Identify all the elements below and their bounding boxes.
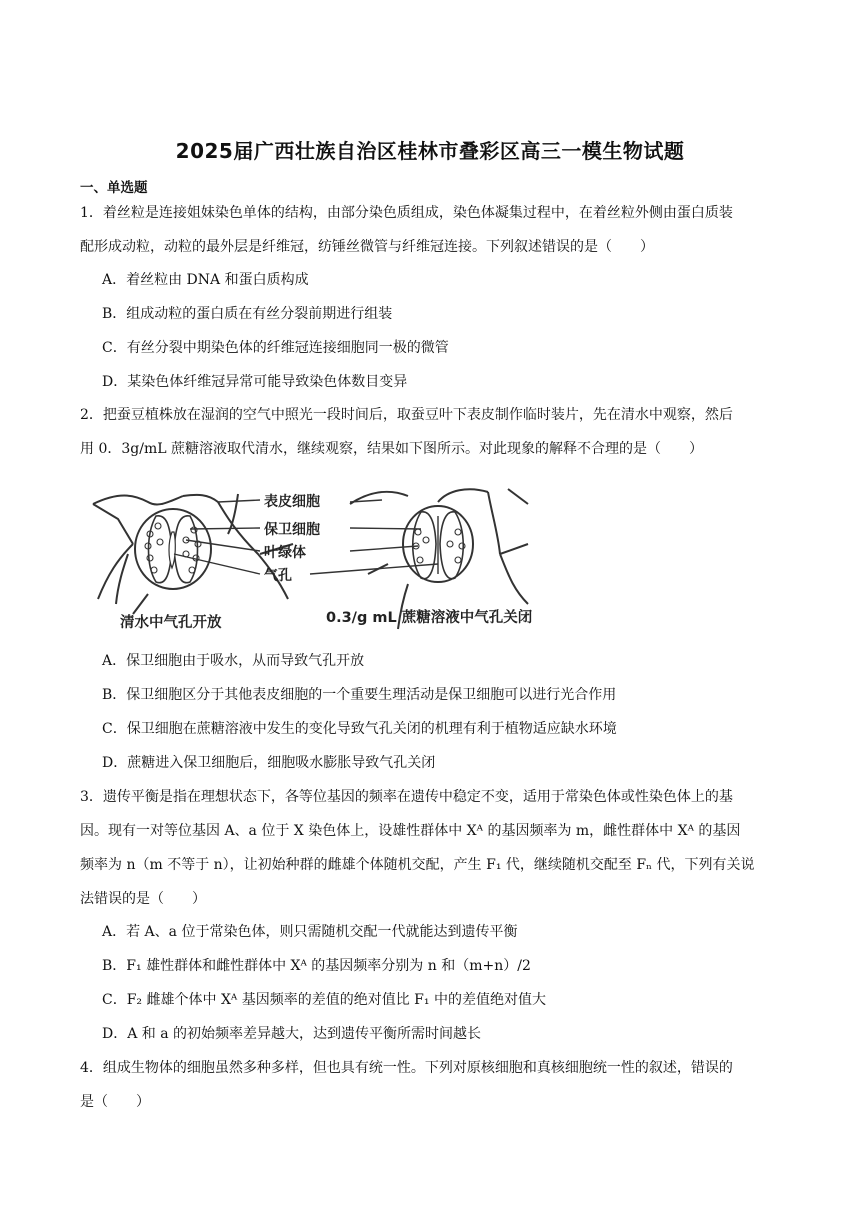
left-open-stoma bbox=[135, 509, 211, 589]
q1-option-a: A．着丝粒由 DNA 和蛋白质构成 bbox=[102, 272, 309, 288]
section-heading: 一、单选题 bbox=[80, 180, 148, 196]
q1-option-d: D．某染色体纤维冠异常可能导致染色体数目变异 bbox=[102, 374, 408, 390]
q3-stem-line3: 频率为 n（m 不等于 n），让初始种群的雌雄个体随机交配，产生 F₁ 代，继续随机交配至 Fₙ 代，下列有关说 bbox=[80, 857, 755, 873]
q3-option-a: A．若 A、a 位于常染色体，则只需随机交配一代就能达到遗传平衡 bbox=[102, 924, 518, 940]
label-stoma: 气孔 bbox=[264, 568, 292, 584]
q2-option-b: B．保卫细胞区分于其他表皮细胞的一个重要生理活动是保卫细胞可以进行光合作用 bbox=[102, 687, 617, 703]
caption-open-stoma: 清水中气孔开放 bbox=[120, 615, 222, 631]
stomata-figure bbox=[88, 474, 538, 634]
q1-stem-line2: 配形成动粒，动粒的最外层是纤维冠，纺锤丝微管与纤维冠连接。下列叙述错误的是（ ） bbox=[80, 239, 654, 255]
label-epidermis-cell: 表皮细胞 bbox=[264, 494, 320, 510]
label-chloroplast: 叶绿体 bbox=[264, 545, 306, 561]
q3-option-c: C．F₂ 雌雄个体中 Xᴬ 基因频率的差值的绝对值比 F₁ 中的差值绝对值大 bbox=[102, 992, 546, 1008]
right-closed-stoma bbox=[403, 506, 473, 582]
page-title: 2025届广西壮族自治区桂林市叠彩区高三一模生物试题 bbox=[175, 139, 685, 163]
q3-stem-line1: 3．遗传平衡是指在理想状态下，各等位基因的频率在遗传中稳定不变，适用于常染色体或性染色体上的基 bbox=[80, 789, 733, 805]
q4-stem-line1: 4．组成生物体的细胞虽然多种多样，但也具有统一性。下列对原核细胞和真核细胞统一性的叙述，错误的 bbox=[80, 1060, 733, 1076]
q2-stem-line1: 2．把蚕豆植株放在湿润的空气中照光一段时间后，取蚕豆叶下表皮制作临时装片，先在清水中观察，然后 bbox=[80, 407, 733, 423]
q2-option-a: A．保卫细胞由于吸水，从而导致气孔开放 bbox=[102, 653, 365, 669]
q3-stem-line4: 法错误的是（ ） bbox=[80, 891, 206, 907]
q1-stem-line1: 1．着丝粒是连接姐妹染色单体的结构，由部分染色质组成，染色体凝集过程中，在着丝粒外侧由蛋白质装 bbox=[80, 205, 733, 221]
right-cell-walls bbox=[350, 489, 528, 629]
q2-option-c: C．保卫细胞在蔗糖溶液中发生的变化导致气孔关闭的机理有利于植物适应缺水环境 bbox=[102, 721, 617, 737]
q3-stem-line2: 因。现有一对等位基因 A、a 位于 X 染色体上，设雄性群体中 Xᴬ 的基因频率为 m，雌性群体中 Xᴬ 的基因 bbox=[80, 823, 741, 839]
q1-option-c: C．有丝分裂中期染色体的纤维冠连接细胞同一极的微管 bbox=[102, 340, 449, 356]
q3-option-d: D．A 和 a 的初始频率差异越大，达到遗传平衡所需时间越长 bbox=[102, 1026, 482, 1042]
q1-option-b: B．组成动粒的蛋白质在有丝分裂前期进行组装 bbox=[102, 306, 393, 322]
q3-option-b: B．F₁ 雄性群体和雌性群体中 Xᴬ 的基因频率分别为 n 和（m+n）/2 bbox=[102, 958, 531, 974]
q2-stem-line2: 用 0．3g/mL 蔗糖溶液取代清水，继续观察，结果如下图所示。对此现象的解释不合理的是（ ） bbox=[80, 441, 703, 457]
label-guard-cell: 保卫细胞 bbox=[264, 522, 320, 538]
q2-option-d: D．蔗糖进入保卫细胞后，细胞吸水膨胀导致气孔关闭 bbox=[102, 755, 436, 771]
caption-closed-stoma: 0.3/g mL 蔗糖溶液中气孔关闭 bbox=[326, 610, 533, 626]
left-cell-walls bbox=[93, 494, 293, 614]
q4-stem-line2: 是（ ） bbox=[80, 1094, 150, 1110]
